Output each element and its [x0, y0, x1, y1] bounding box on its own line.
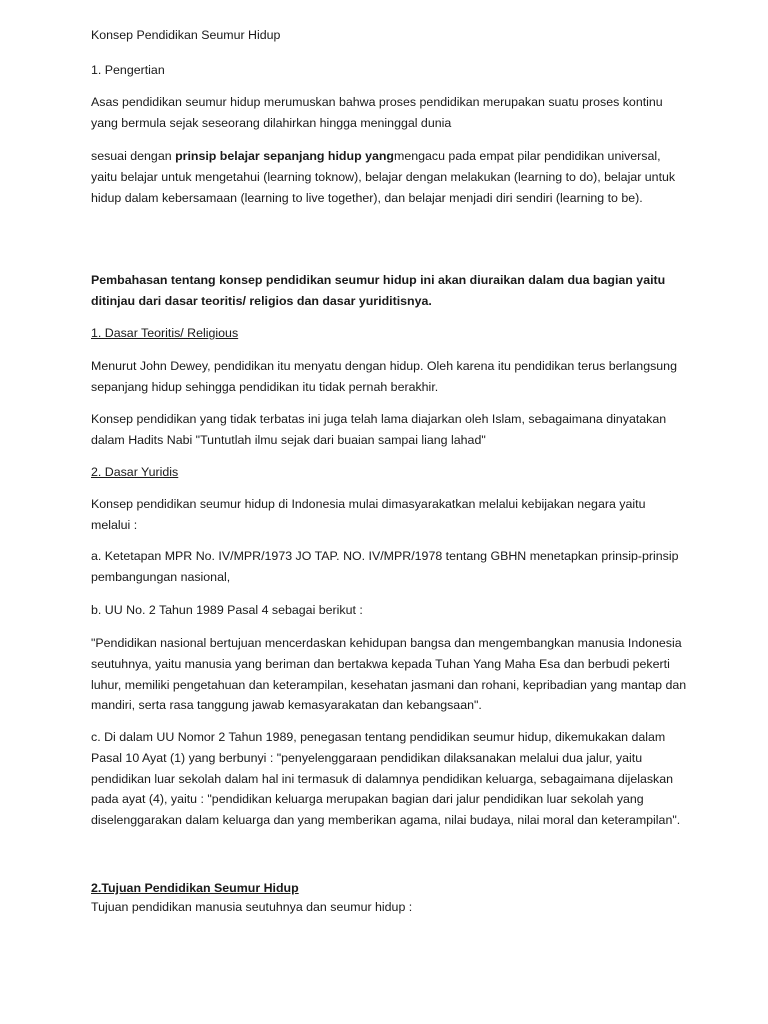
subheading-dasar-teoritis: 1. Dasar Teoritis/ Religious: [91, 326, 239, 340]
document-title: Konsep Pendidikan Seumur Hidup: [91, 28, 281, 42]
section-heading-tujuan: 2.Tujuan Pendidikan Seumur Hidup: [91, 881, 299, 895]
subheading-dasar-yuridis: 2. Dasar Yuridis: [91, 465, 179, 479]
list-item-a: a. Ketetapan MPR No. IV/MPR/1973 JO TAP. NO. IV/MPR/1978 tentang GBHN menetapkan prinsip-prinsip pembangungan nasional,: [91, 549, 679, 584]
paragraph-prinsip-pre: sesuai dengan: [91, 149, 176, 163]
paragraph-asas: Asas pendidikan seumur hidup merumuskan bahwa proses pendidikan merupakan suatu proses kontinu yang bermula sejak seseorang dilahirkan hingga meninggal dunia: [91, 95, 663, 130]
paragraph-prinsip-post: mengacu pada empat pilar pendidikan universal, yaitu belajar untuk mengetahui (learning toknow), belajar dengan melakukan (learning to do), belajar untuk hidup dalam kebersamaan (learning to live together), dan belajar menjadi diri sendiri (learning to be).: [91, 149, 676, 205]
paragraph-john-dewey: Menurut John Dewey, pendidikan itu menyatu dengan hidup. Oleh karena itu pendidikan terus berlangsung sepanjang hidup sehingga pendidikan itu tidak pernah berakhir.: [91, 359, 677, 394]
list-item-b: b. UU No. 2 Tahun 1989 Pasal 4 sebagai berikut :: [91, 603, 363, 617]
paragraph-kebijakan: Konsep pendidikan seumur hidup di Indonesia mulai dimasyarakatkan melalui kebijakan negara yaitu melalui :: [91, 497, 646, 532]
list-item-c: c. Di dalam UU Nomor 2 Tahun 1989, penegasan tentang pendidikan seumur hidup, dikemukakan dalam Pasal 10 Ayat (1) yang berbunyi : "penyelenggaraan pendidikan dilaksanakan melalui dua jalur, yaitu pendidikan luar sekolah dalam hal ini termasuk di dalamnya pendidikan keluarga, sebagaimana dijelaskan pada ayat (4), yaitu : "pendidikan keluarga merupakan bagian dari jalur pendidikan luar sekolah yang diselenggarakan dalam keluarga dan yang memberikan agama, nilai budaya, nilai moral dan keterampilan".: [91, 730, 681, 828]
section-heading-pengertian: 1. Pengertian: [91, 63, 165, 77]
paragraph-islam: Konsep pendidikan yang tidak terbatas ini juga telah lama diajarkan oleh Islam, sebagaimana dinyatakan dalam Hadits Nabi "Tuntutlah ilmu sejak dari buaian sampai liang lahad": [91, 412, 667, 447]
paragraph-prinsip-bold: prinsip belajar sepanjang hidup yang: [175, 149, 395, 163]
paragraph-pembahasan: Pembahasan tentang konsep pendidikan seumur hidup ini akan diuraikan dalam dua bagian yaitu ditinjau dari dasar teoritis/ religios dan dasar yuriditisnya.: [91, 273, 666, 308]
paragraph-tujuan: Tujuan pendidikan manusia seutuhnya dan seumur hidup :: [91, 900, 413, 914]
quote-uu-pasal-4: "Pendidikan nasional bertujuan mencerdaskan kehidupan bangsa dan mengembangkan manusia Indonesia seutuhnya, yaitu manusia yang beriman dan bertakwa kepada Tuhan Yang Maha Esa dan berbudi pekerti luhur, memiliki pengetahuan dan keterampilan, kesehatan jasmani dan rohani, kepribadian yang mantap dan mandiri, serta rasa tanggung jawab kemasyarakatan dan kebangsaan".: [91, 636, 687, 713]
paragraph-prinsip: [91, 146, 687, 208]
